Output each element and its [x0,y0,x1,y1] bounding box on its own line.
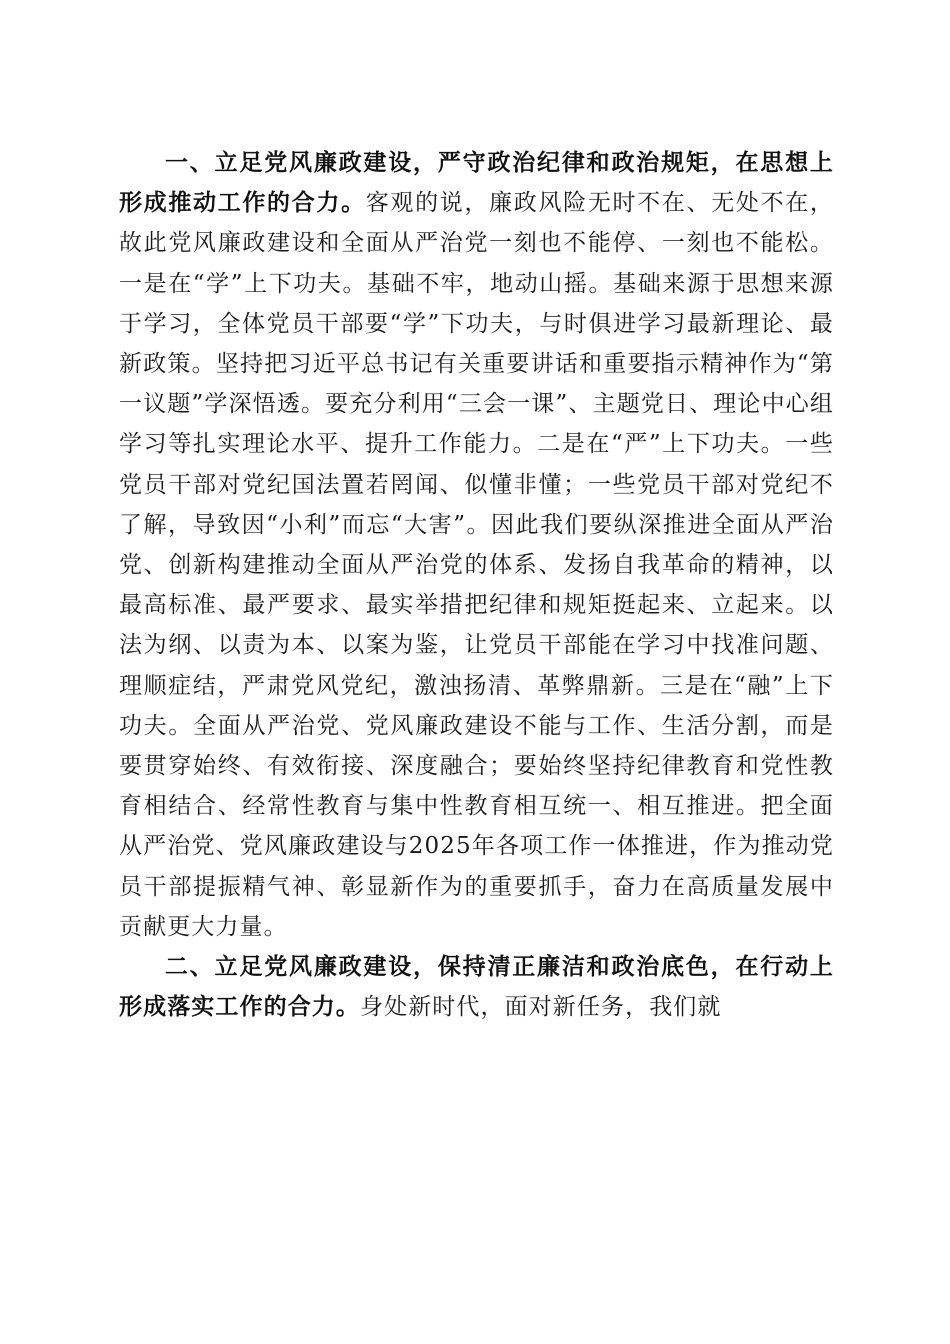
paragraph-two [119,947,834,1027]
paragraph-two-body: 身处新时代，面对新任务，我们就 [360,994,722,1021]
paragraph-two-heading: 二、立足党风廉政建设，保持清正廉洁和政治底色，在行动上形成落实工作的合力。 [119,954,834,1021]
document-body [119,143,834,1027]
paragraph-one-heading: 一、立足党风廉政建设，严守政治纪律和政治规矩，在思想上形成推动工作的合力。 [119,150,834,217]
paragraph-one-body: 客观的说，廉政风险无时不在、无处不在，故此党风廉政建设和全面从严治党一刻也不能停、一刻也不能松。一是在“学”上下功夫。基础不牢，地动山摇。基础来源于思想来源于学习，全体党员干部要“学”下功夫，与时俱进学习最新理论、最新政策。坚持把习近平总书记有关重要讲话和重要指示精神作为“第一议题”学深悟透。要充分利用“三会一课”、主题党日、理论中心组学习等扎实理论水平、提升工作能力。二是在“严”上下功夫。一些党员干部对党纪国法置若罔闻、似懂非懂；一些党员干部对党纪不了解，导致因“小利”而忘“大害”。因此我们要纵深推进全面从严治党、创新构建推动全面从严治党的体系、发扬自我革命的精神，以最高标准、最严要求、最实举措把纪律和规矩挺起来、立起来。以法为纲、以责为本、以案为鉴，让党员干部能在学习中找准问题、理顺症结，严肃党风党纪，激浊扬清、革弊鼎新。三是在“融”上下功夫。全面从严治党、党风廉政建设不能与工作、生活分割，而是要贯穿始终、有效衔接、深度融合；要始终坚持纪律教育和党性教育相结合、经常性教育与集中性教育相互统一、相互推进。把全面从严治党、党风廉政建设与2025年各项工作一体推进，作为推动党员干部提振精气神、彰显新作为的重要抓手，奋力在高质量发展中贡献更大力量。 [119,190,834,940]
paragraph-one [119,143,834,947]
